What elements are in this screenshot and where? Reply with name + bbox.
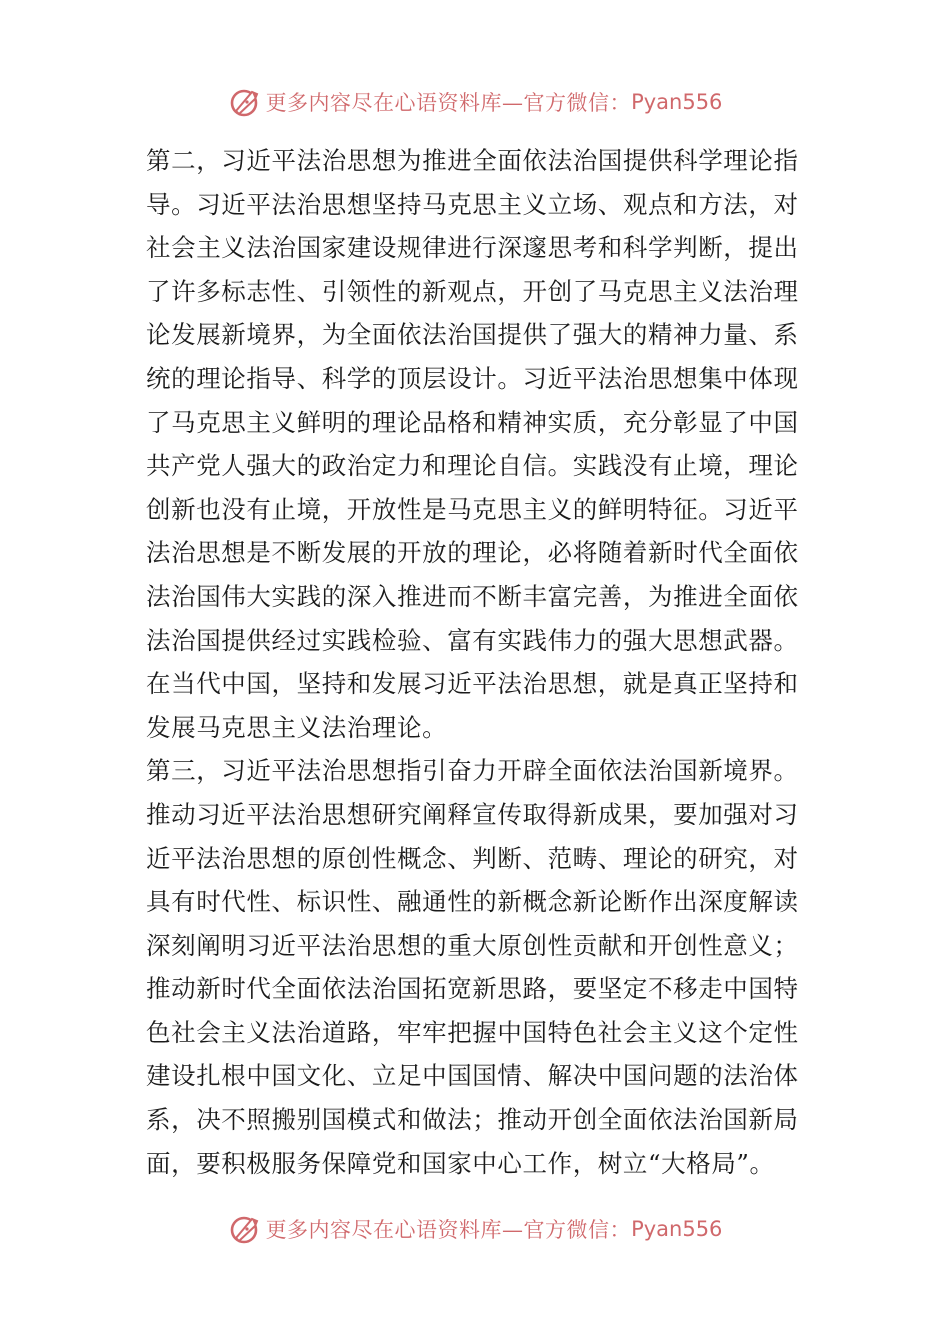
text-line: 社会主义法治国家建设规律进行深邃思考和科学判断，提出 bbox=[146, 233, 799, 263]
text-line: 导。习近平法治思想坚持马克思主义立场、观点和方法，对 bbox=[146, 189, 799, 219]
text-line: 共产党人强大的政治定力和理论自信。实践没有止境，理论 bbox=[146, 451, 799, 481]
text-line: 深刻阐明习近平法治思想的重大原创性贡献和开创性意义； bbox=[146, 930, 799, 960]
text-line: 第二，习近平法治思想为推进全面依法治国提供科学理论指 bbox=[146, 146, 799, 175]
text-line: 了马克思主义鲜明的理论品格和精神实质，充分彰显了中国 bbox=[146, 407, 799, 437]
text-line: 了许多标志性、引领性的新观点，开创了马克思主义法治理 bbox=[146, 276, 799, 306]
footer-banner bbox=[0, 1209, 950, 1249]
text-line: 推动新时代全面依法治国拓宽新思路，要坚定不移走中国特 bbox=[146, 974, 799, 1004]
text-line: 法治国提供经过实践检验、富有实践伟力的强大思想武器。 bbox=[146, 625, 799, 655]
footer-wechat-id: Pyan556 bbox=[631, 1217, 723, 1241]
text-line: 色社会主义法治道路，牢牢把握中国特色社会主义这个定性 bbox=[146, 1017, 799, 1047]
pen-nib-logo-icon bbox=[228, 1212, 262, 1246]
text-line: 推动习近平法治思想研究阐释宣传取得新成果，要加强对习 bbox=[146, 799, 799, 829]
footer-banner-text: 更多内容尽在心语资料库—官方微信： bbox=[265, 1218, 632, 1242]
header-banner bbox=[0, 82, 950, 122]
text-line: 面，要积极服务保障党和国家中心工作，树立“大格局”。 bbox=[146, 1148, 775, 1178]
document-body bbox=[146, 139, 814, 1185]
text-line: 发展马克思主义法治理论。 bbox=[146, 712, 448, 742]
header-wechat-id: Pyan556 bbox=[631, 90, 723, 114]
text-line: 统的理论指导、科学的顶层设计。习近平法治思想集中体现 bbox=[146, 363, 799, 393]
text-line: 第三，习近平法治思想指引奋力开辟全面依法治国新境界。 bbox=[146, 756, 799, 786]
text-line: 系，决不照搬别国模式和做法；推动开创全面依法治国新局 bbox=[146, 1105, 799, 1135]
text-line: 近平法治思想的原创性概念、判断、范畴、理论的研究，对 bbox=[146, 843, 799, 873]
text-line: 论发展新境界，为全面依法治国提供了强大的精神力量、系 bbox=[146, 320, 799, 350]
text-line: 创新也没有止境，开放性是马克思主义的鲜明特征。习近平 bbox=[146, 494, 799, 524]
text-line: 法治国伟大实践的深入推进而不断丰富完善，为推进全面依 bbox=[146, 581, 799, 611]
text-line: 法治思想是不断发展的开放的理论，必将随着新时代全面依 bbox=[146, 538, 799, 568]
text-line: 具有时代性、标识性、融通性的新概念新论断作出深度解读 bbox=[146, 887, 799, 917]
header-banner-text: 更多内容尽在心语资料库—官方微信： bbox=[265, 91, 632, 115]
text-line: 建设扎根中国文化、立足中国国情、解决中国问题的法治体 bbox=[146, 1061, 799, 1091]
text-line: 在当代中国，坚持和发展习近平法治思想，就是真正坚持和 bbox=[146, 669, 799, 699]
pen-nib-logo-icon bbox=[228, 85, 262, 119]
